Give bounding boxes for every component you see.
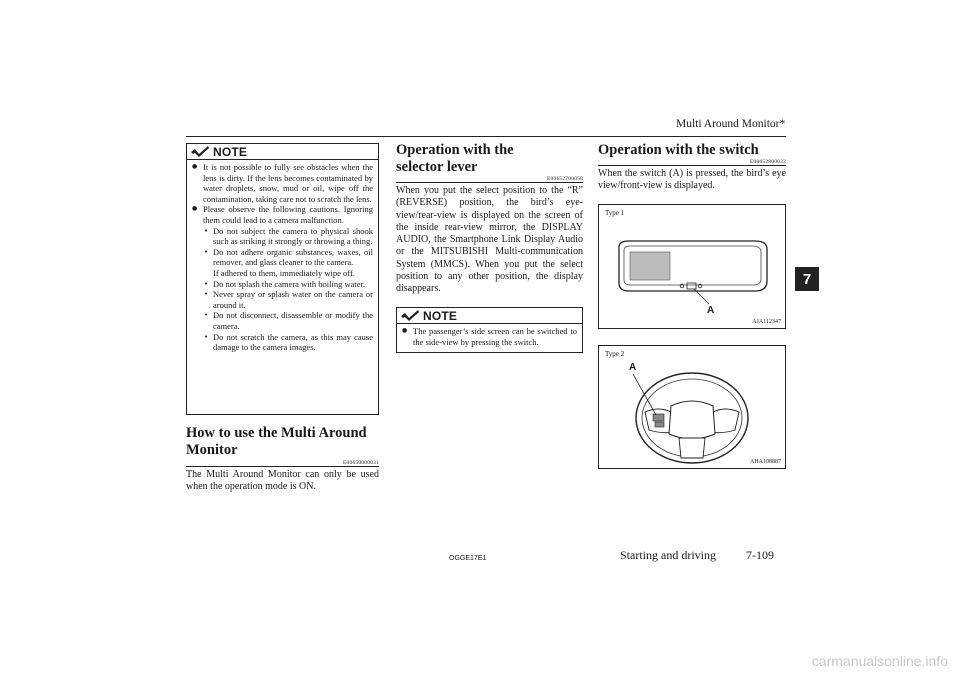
figure-code: AJA112347 bbox=[752, 319, 781, 325]
figure-callout-a: A bbox=[629, 362, 637, 373]
sub-bullet-marker: • bbox=[204, 279, 209, 288]
figure-label: Type 1 bbox=[605, 209, 625, 217]
sub-bullet-marker: • bbox=[204, 311, 209, 320]
chapter-tab: 7 bbox=[795, 267, 819, 291]
bullet-marker: ● bbox=[192, 205, 198, 213]
section-rule bbox=[396, 182, 583, 183]
bullet-marker: ● bbox=[402, 327, 408, 334]
rear-view-mirror-illustration bbox=[599, 205, 785, 328]
note-bullet-text: The passenger’s side screen can be switched to the side-view by pressing the switch. bbox=[413, 326, 577, 347]
steering-wheel-illustration bbox=[599, 346, 785, 468]
note-box bbox=[186, 143, 379, 415]
section-heading-selector-lever: Operation with the selector lever bbox=[396, 142, 514, 175]
note-pencil-icon bbox=[190, 145, 210, 158]
figure-type-2 bbox=[598, 345, 786, 469]
note-bullet-text: Please observe the following cautions. Ignoring them could lead to a camera malfunction. bbox=[203, 204, 373, 225]
footer-section-title: Starting and driving bbox=[620, 548, 716, 562]
note-sub-text: Do not splash the camera with boiling water. bbox=[213, 278, 366, 289]
footer-code: OGGE17E1 bbox=[449, 555, 487, 562]
section-text: When you put the select position to the “R” (REVERSE) position, the bird’s eye-view/rear-view is displayed on the screen of the inside rear-view mirror, the DISPLAY AUDIO, the Smartphone Link Display Audio or the MITSUBISHI Multi-communication System (MMCS). When you put the select position to any other position, the display disappears. bbox=[396, 185, 583, 295]
sub-bullet-marker: • bbox=[204, 290, 209, 299]
section-text: The Multi Around Monitor can only be used when the operation mode is ON. bbox=[186, 469, 379, 493]
note-sub-text: Never spray or splash water on the camera or around it. bbox=[213, 289, 373, 310]
note-body bbox=[397, 324, 582, 351]
sub-bullet-marker: • bbox=[204, 332, 209, 341]
note-label: NOTE bbox=[213, 144, 248, 159]
figure-code: AHA108887 bbox=[750, 459, 781, 465]
figure-type-1 bbox=[598, 204, 786, 329]
figure-label: Type 2 bbox=[605, 350, 625, 358]
section-heading-switch: Operation with the switch bbox=[598, 142, 759, 158]
sub-bullet-marker: • bbox=[204, 247, 209, 256]
note-bullet-text: It is not possible to fully see obstacles when the lens is dirty. If the lens becomes contaminated by water droplets, snow, mud or oil, wipe off the contamination, taking care not to scratch the lens. bbox=[203, 162, 373, 204]
figure-callout-a: A bbox=[707, 305, 715, 316]
note-sub-text: Do not adhere organic substances, waxes, oil remover, and glass cleaner to the camera. bbox=[213, 246, 373, 268]
note-label: NOTE bbox=[423, 308, 458, 323]
note-bullet bbox=[402, 326, 577, 347]
note-bullet bbox=[192, 162, 373, 204]
header-rule bbox=[186, 136, 786, 137]
note-sub-item bbox=[204, 310, 373, 331]
note-sub-text: Do not scratch the camera, as this may cause damage to the camera images. bbox=[213, 331, 373, 353]
note-body bbox=[187, 160, 378, 357]
running-header: Multi Around Monitor* bbox=[676, 118, 786, 130]
note-header bbox=[187, 144, 378, 160]
note-sub-item bbox=[204, 279, 373, 290]
note-bullet bbox=[192, 204, 373, 225]
note-pencil-icon bbox=[400, 309, 420, 322]
note-sub-text: Do not subject the camera to physical shook such as striking it strongly or throwing a thing. bbox=[213, 225, 373, 247]
note-header bbox=[397, 308, 582, 324]
section-code: E00652700058 bbox=[546, 176, 583, 182]
note-sub-list bbox=[204, 226, 373, 353]
note-sub-item bbox=[204, 247, 373, 268]
section-heading-how-to-use: How to use the Multi Around Monitor bbox=[186, 425, 367, 458]
section-rule bbox=[598, 165, 786, 166]
note-box bbox=[396, 307, 583, 353]
note-sub-item bbox=[204, 289, 373, 310]
watermark: carmanualsonline.info bbox=[811, 653, 948, 669]
section-rule bbox=[186, 466, 379, 467]
page-number: 7-109 bbox=[746, 548, 774, 562]
note-sub-item bbox=[204, 332, 373, 353]
note-sub-extra: If adhered to them, immediately wipe off. bbox=[213, 267, 355, 278]
section-text: When the switch (A) is pressed, the bird’s eye view/front-view is displayed. bbox=[598, 168, 786, 192]
section-code: E00652800033 bbox=[749, 159, 786, 165]
bullet-marker: ● bbox=[192, 163, 198, 170]
note-sub-text: Do not disconnect, disassemble or modify the camera. bbox=[213, 310, 373, 331]
note-sub-item bbox=[204, 226, 373, 247]
section-code: E00650000031 bbox=[342, 460, 379, 466]
sub-bullet-marker: • bbox=[204, 226, 209, 235]
